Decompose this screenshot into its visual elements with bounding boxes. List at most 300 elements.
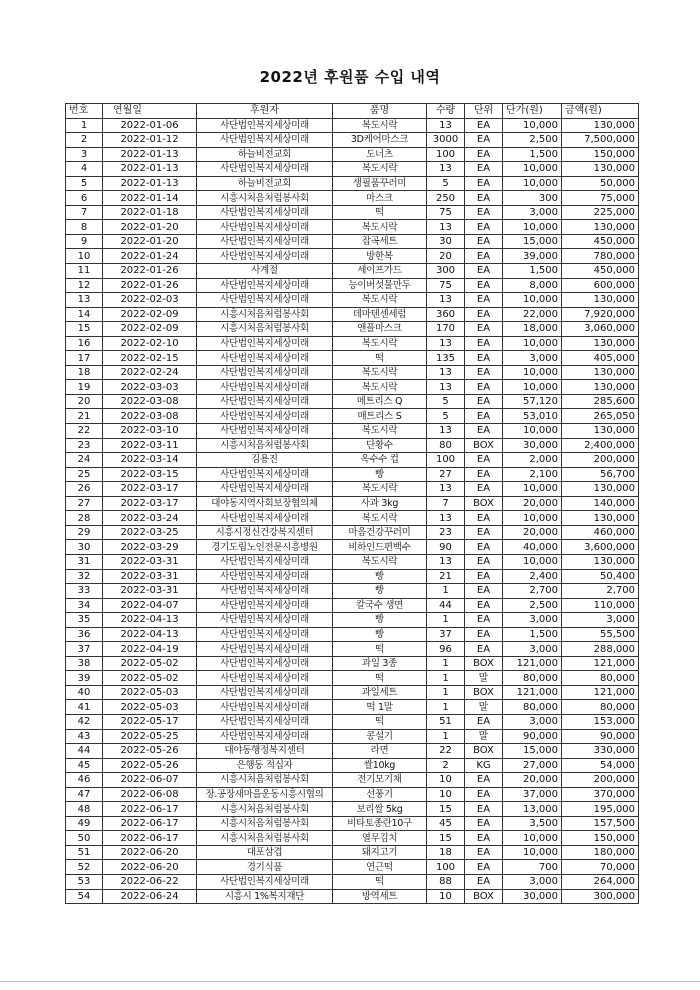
row-unit: EA: [465, 569, 503, 584]
row-amount: 130,000: [562, 293, 639, 308]
row-item: 떡 1말: [333, 700, 427, 715]
row-donor: 사단법인복지세상미래: [197, 118, 333, 133]
row-qty: 1: [427, 584, 465, 599]
row-date: 2022-01-26: [103, 264, 197, 279]
row-item: 떡: [333, 205, 427, 220]
row-donor: 사단법인복지세상미래: [197, 874, 333, 889]
row-item: 복도시락: [333, 336, 427, 351]
row-donor: 시흥시처음처럼봉사회: [197, 438, 333, 453]
row-date: 2022-01-13: [103, 147, 197, 162]
row-no: 21: [66, 409, 103, 424]
row-qty: 13: [427, 336, 465, 351]
table-row: [66, 162, 639, 177]
row-no: 14: [66, 307, 103, 322]
table-row: [66, 758, 639, 773]
row-amount: 180,000: [562, 845, 639, 860]
row-qty: 3000: [427, 133, 465, 148]
row-no: 29: [66, 525, 103, 540]
row-item: 선풍기: [333, 787, 427, 802]
row-item: 떡: [333, 351, 427, 366]
row-unit-price: 10,000: [503, 380, 562, 395]
row-date: 2022-02-24: [103, 365, 197, 380]
row-unit: EA: [465, 278, 503, 293]
row-unit-price: 20,000: [503, 525, 562, 540]
row-unit-price: 1,500: [503, 264, 562, 279]
row-item: 복도시락: [333, 511, 427, 526]
row-date: 2022-05-25: [103, 729, 197, 744]
row-donor: 사단법인복지세상미래: [197, 584, 333, 599]
row-donor: 사단법인복지세상미래: [197, 380, 333, 395]
row-donor: 시흥시처음처럼봉사회: [197, 322, 333, 337]
row-no: 38: [66, 656, 103, 671]
row-item: 빵: [333, 584, 427, 599]
row-item: 능이버섯물만두: [333, 278, 427, 293]
row-unit-price: 15,000: [503, 744, 562, 759]
row-date: 2022-03-03: [103, 380, 197, 395]
row-amount: 130,000: [562, 380, 639, 395]
row-unit: EA: [465, 365, 503, 380]
row-qty: 37: [427, 627, 465, 642]
row-no: 24: [66, 453, 103, 468]
row-qty: 13: [427, 380, 465, 395]
row-unit: BOX: [465, 438, 503, 453]
row-unit-price: 10,000: [503, 293, 562, 308]
row-unit: EA: [465, 874, 503, 889]
row-qty: 21: [427, 569, 465, 584]
row-date: 2022-03-25: [103, 525, 197, 540]
row-donor: 하늘비전교회: [197, 147, 333, 162]
row-unit: EA: [465, 598, 503, 613]
header-no: 번호: [66, 104, 103, 119]
row-unit: EA: [465, 409, 503, 424]
row-donor: 하늘비전교회: [197, 176, 333, 191]
row-donor: 시흥시처음처럼봉사회: [197, 831, 333, 846]
row-date: 2022-05-02: [103, 671, 197, 686]
table-row: [66, 438, 639, 453]
table-row: [66, 511, 639, 526]
row-unit-price: 10,000: [503, 365, 562, 380]
row-date: 2022-03-14: [103, 453, 197, 468]
row-item: 전기모기채: [333, 773, 427, 788]
row-donor: 경기식품: [197, 860, 333, 875]
page-bottom-rule: [0, 981, 700, 982]
row-date: 2022-03-24: [103, 511, 197, 526]
row-amount: 450,000: [562, 234, 639, 249]
row-unit-price: 10,000: [503, 118, 562, 133]
row-qty: 13: [427, 554, 465, 569]
row-amount: 150,000: [562, 831, 639, 846]
row-unit: EA: [465, 482, 503, 497]
table-row: [66, 744, 639, 759]
row-qty: 13: [427, 482, 465, 497]
row-amount: 195,000: [562, 802, 639, 817]
row-date: 2022-06-17: [103, 802, 197, 817]
row-item: 복도시락: [333, 293, 427, 308]
row-unit-price: 3,500: [503, 816, 562, 831]
row-no: 53: [66, 874, 103, 889]
row-unit: EA: [465, 322, 503, 337]
row-donor: 사단법인복지세상미래: [197, 671, 333, 686]
table-row: [66, 889, 639, 904]
table-row: [66, 598, 639, 613]
row-no: 28: [66, 511, 103, 526]
row-amount: 3,600,000: [562, 540, 639, 555]
row-amount: 55,500: [562, 627, 639, 642]
row-amount: 200,000: [562, 453, 639, 468]
row-unit-price: 8,000: [503, 278, 562, 293]
row-unit-price: 3,000: [503, 613, 562, 628]
row-qty: 1: [427, 685, 465, 700]
table-row: [66, 176, 639, 191]
row-item: 사과 3kg: [333, 496, 427, 511]
row-date: 2022-05-26: [103, 758, 197, 773]
row-no: 32: [66, 569, 103, 584]
row-qty: 18: [427, 845, 465, 860]
row-unit: EA: [465, 584, 503, 599]
row-unit-price: 2,500: [503, 598, 562, 613]
row-unit: BOX: [465, 656, 503, 671]
row-item: 떡: [333, 671, 427, 686]
row-qty: 13: [427, 118, 465, 133]
table-row: [66, 133, 639, 148]
row-unit: EA: [465, 860, 503, 875]
row-qty: 7: [427, 496, 465, 511]
row-item: 방역세트: [333, 889, 427, 904]
table-row: [66, 714, 639, 729]
row-qty: 250: [427, 191, 465, 206]
header-donor: 후원자: [197, 104, 333, 119]
row-item: 열무김치: [333, 831, 427, 846]
row-unit: EA: [465, 816, 503, 831]
row-qty: 44: [427, 598, 465, 613]
row-qty: 96: [427, 642, 465, 657]
row-item: 보리쌀 5kg: [333, 802, 427, 817]
row-amount: 75,000: [562, 191, 639, 206]
row-no: 23: [66, 438, 103, 453]
row-date: 2022-02-09: [103, 322, 197, 337]
row-donor: 사계절: [197, 264, 333, 279]
row-unit: EA: [465, 845, 503, 860]
row-donor: 사단법인복지세상미래: [197, 613, 333, 628]
row-unit: 말: [465, 729, 503, 744]
header-row: [66, 104, 639, 119]
row-unit: EA: [465, 613, 503, 628]
row-unit-price: 10,000: [503, 220, 562, 235]
table-row: [66, 729, 639, 744]
row-donor: 사단법인복지세상미래: [197, 424, 333, 439]
row-amount: 405,000: [562, 351, 639, 366]
row-qty: 1: [427, 613, 465, 628]
table-row: [66, 220, 639, 235]
row-qty: 13: [427, 424, 465, 439]
row-unit: EA: [465, 249, 503, 264]
row-unit: KG: [465, 758, 503, 773]
row-unit-price: 121,000: [503, 685, 562, 700]
row-date: 2022-01-06: [103, 118, 197, 133]
row-no: 2: [66, 133, 103, 148]
row-unit: EA: [465, 802, 503, 817]
table-row: [66, 802, 639, 817]
table-row: [66, 234, 639, 249]
table-row: [66, 787, 639, 802]
row-qty: 5: [427, 176, 465, 191]
row-no: 16: [66, 336, 103, 351]
row-unit: EA: [465, 787, 503, 802]
row-amount: 130,000: [562, 511, 639, 526]
row-qty: 1: [427, 656, 465, 671]
row-amount: 330,000: [562, 744, 639, 759]
table-row: [66, 336, 639, 351]
row-date: 2022-06-24: [103, 889, 197, 904]
row-donor: 사단법인복지세상미래: [197, 685, 333, 700]
row-date: 2022-06-08: [103, 787, 197, 802]
row-no: 6: [66, 191, 103, 206]
row-amount: 3,060,000: [562, 322, 639, 337]
row-no: 7: [66, 205, 103, 220]
row-qty: 2: [427, 758, 465, 773]
row-donor: 사단법인복지세상미래: [197, 482, 333, 497]
row-donor: 경기도립노인전문시흥병원: [197, 540, 333, 555]
row-amount: 157,500: [562, 816, 639, 831]
row-qty: 20: [427, 249, 465, 264]
row-qty: 90: [427, 540, 465, 555]
table-row: [66, 249, 639, 264]
row-item: 떡: [333, 874, 427, 889]
row-unit-price: 27,000: [503, 758, 562, 773]
row-no: 42: [66, 714, 103, 729]
row-unit-price: 22,000: [503, 307, 562, 322]
row-no: 10: [66, 249, 103, 264]
row-date: 2022-04-13: [103, 627, 197, 642]
row-unit: BOX: [465, 685, 503, 700]
row-donor: 사단법인복지세상미래: [197, 278, 333, 293]
row-unit-price: 10,000: [503, 511, 562, 526]
row-item: 복도시락: [333, 365, 427, 380]
row-unit-price: 37,000: [503, 787, 562, 802]
table-row: [66, 380, 639, 395]
row-no: 5: [66, 176, 103, 191]
row-amount: 460,000: [562, 525, 639, 540]
row-amount: 153,000: [562, 714, 639, 729]
row-qty: 1: [427, 729, 465, 744]
table-row: [66, 307, 639, 322]
table-row: [66, 278, 639, 293]
row-unit: EA: [465, 234, 503, 249]
row-date: 2022-03-08: [103, 394, 197, 409]
row-amount: 130,000: [562, 482, 639, 497]
row-amount: 130,000: [562, 554, 639, 569]
row-donor: 사단법인복지세상미래: [197, 162, 333, 177]
row-amount: 50,400: [562, 569, 639, 584]
row-item: 복도시락: [333, 554, 427, 569]
row-date: 2022-05-17: [103, 714, 197, 729]
row-item: 떡: [333, 714, 427, 729]
row-amount: 130,000: [562, 336, 639, 351]
row-unit: 말: [465, 671, 503, 686]
row-unit-price: 10,000: [503, 554, 562, 569]
row-unit-price: 3,000: [503, 351, 562, 366]
row-donor: 사단법인복지세상미래: [197, 336, 333, 351]
row-item: 라면: [333, 744, 427, 759]
row-unit-price: 1,500: [503, 627, 562, 642]
row-donor: 시흥시처음처럼봉사회: [197, 816, 333, 831]
table-row: [66, 482, 639, 497]
row-item: 비타토종란10구: [333, 816, 427, 831]
row-unit-price: 30,000: [503, 889, 562, 904]
row-amount: 121,000: [562, 685, 639, 700]
header-unit-price: 단가(원): [503, 104, 562, 119]
row-date: 2022-03-17: [103, 496, 197, 511]
row-unit: EA: [465, 264, 503, 279]
row-qty: 30: [427, 234, 465, 249]
row-item: 과일 3종: [333, 656, 427, 671]
row-date: 2022-03-11: [103, 438, 197, 453]
row-item: 마스크: [333, 191, 427, 206]
row-no: 46: [66, 773, 103, 788]
table-row: [66, 322, 639, 337]
table-row: [66, 831, 639, 846]
row-unit: EA: [465, 540, 503, 555]
row-no: 20: [66, 394, 103, 409]
row-unit-price: 13,000: [503, 802, 562, 817]
row-unit: EA: [465, 380, 503, 395]
row-item: 쌀10kg: [333, 758, 427, 773]
row-amount: 121,000: [562, 656, 639, 671]
row-qty: 80: [427, 438, 465, 453]
row-item: 빵: [333, 467, 427, 482]
row-date: 2022-06-22: [103, 874, 197, 889]
row-unit-price: 18,000: [503, 322, 562, 337]
row-no: 18: [66, 365, 103, 380]
row-date: 2022-02-03: [103, 293, 197, 308]
header-qty: 수량: [427, 104, 465, 119]
row-unit-price: 2,100: [503, 467, 562, 482]
table-row: [66, 118, 639, 133]
table-row: [66, 293, 639, 308]
row-no: 45: [66, 758, 103, 773]
row-qty: 75: [427, 278, 465, 293]
row-amount: 600,000: [562, 278, 639, 293]
row-unit-price: 20,000: [503, 496, 562, 511]
row-date: 2022-03-15: [103, 467, 197, 482]
row-donor: 사단법인복지세상미래: [197, 205, 333, 220]
row-date: 2022-06-07: [103, 773, 197, 788]
row-date: 2022-01-20: [103, 234, 197, 249]
table-row: [66, 554, 639, 569]
row-date: 2022-01-14: [103, 191, 197, 206]
row-unit-price: 2,000: [503, 453, 562, 468]
row-amount: 225,000: [562, 205, 639, 220]
table-row: [66, 351, 639, 366]
row-amount: 300,000: [562, 889, 639, 904]
row-unit-price: 20,000: [503, 773, 562, 788]
row-unit: BOX: [465, 496, 503, 511]
row-unit-price: 3,000: [503, 714, 562, 729]
header-date: 연월일: [103, 104, 197, 119]
row-unit-price: 10,000: [503, 176, 562, 191]
row-item: 잡곡세트: [333, 234, 427, 249]
row-item: 복도시락: [333, 424, 427, 439]
row-unit: EA: [465, 205, 503, 220]
row-qty: 15: [427, 802, 465, 817]
row-item: 단황수: [333, 438, 427, 453]
table-row: [66, 845, 639, 860]
row-donor: 사단법인복지세상미래: [197, 511, 333, 526]
table-row: [66, 365, 639, 380]
row-amount: 130,000: [562, 118, 639, 133]
row-item: 데마텐센세럼: [333, 307, 427, 322]
row-unit: EA: [465, 118, 503, 133]
row-qty: 1: [427, 700, 465, 715]
table-row: [66, 467, 639, 482]
row-unit-price: 10,000: [503, 845, 562, 860]
row-amount: 264,000: [562, 874, 639, 889]
row-qty: 10: [427, 889, 465, 904]
row-item: 복도시락: [333, 118, 427, 133]
page-title: 2022년 후원품 수입 내역: [259, 68, 441, 86]
header-unit: 단위: [465, 104, 503, 119]
row-unit-price: 10,000: [503, 482, 562, 497]
table-row: [66, 613, 639, 628]
row-donor: 사단법인복지세상미래: [197, 656, 333, 671]
row-date: 2022-01-13: [103, 162, 197, 177]
row-item: 연근떡: [333, 860, 427, 875]
row-amount: 150,000: [562, 147, 639, 162]
row-unit-price: 90,000: [503, 729, 562, 744]
row-item: 콩설기: [333, 729, 427, 744]
row-date: 2022-06-17: [103, 816, 197, 831]
row-donor: 사단법인복지세상미래: [197, 554, 333, 569]
row-donor: 사단법인복지세상미래: [197, 365, 333, 380]
row-unit: EA: [465, 191, 503, 206]
row-unit: EA: [465, 642, 503, 657]
row-qty: 13: [427, 293, 465, 308]
row-no: 44: [66, 744, 103, 759]
row-donor: 사단법인복지세상미래: [197, 598, 333, 613]
row-amount: 7,500,000: [562, 133, 639, 148]
row-qty: 5: [427, 394, 465, 409]
row-donor: 사단법인복지세상미래: [197, 642, 333, 657]
row-qty: 135: [427, 351, 465, 366]
row-unit-price: 39,000: [503, 249, 562, 264]
row-qty: 10: [427, 773, 465, 788]
row-donor: 사단법인복지세상미래: [197, 234, 333, 249]
row-qty: 13: [427, 511, 465, 526]
row-no: 8: [66, 220, 103, 235]
row-item: 방한복: [333, 249, 427, 264]
row-amount: 140,000: [562, 496, 639, 511]
row-unit-price: 3,000: [503, 205, 562, 220]
row-unit-price: 300: [503, 191, 562, 206]
row-item: 생필품꾸러미: [333, 176, 427, 191]
row-date: 2022-04-13: [103, 613, 197, 628]
row-unit: EA: [465, 554, 503, 569]
table-row: [66, 860, 639, 875]
row-date: 2022-05-26: [103, 744, 197, 759]
row-donor: 사단법인복지세상미래: [197, 220, 333, 235]
row-item: 과일세트: [333, 685, 427, 700]
row-item: 마음건강꾸러미: [333, 525, 427, 540]
row-item: 빵: [333, 613, 427, 628]
row-unit: EA: [465, 525, 503, 540]
row-item: 복도시락: [333, 380, 427, 395]
row-donor: 시흥시 1%복지재단: [197, 889, 333, 904]
row-donor: 김용진: [197, 453, 333, 468]
row-amount: 54,000: [562, 758, 639, 773]
row-item: 돼지고기: [333, 845, 427, 860]
row-unit: EA: [465, 467, 503, 482]
row-no: 54: [66, 889, 103, 904]
